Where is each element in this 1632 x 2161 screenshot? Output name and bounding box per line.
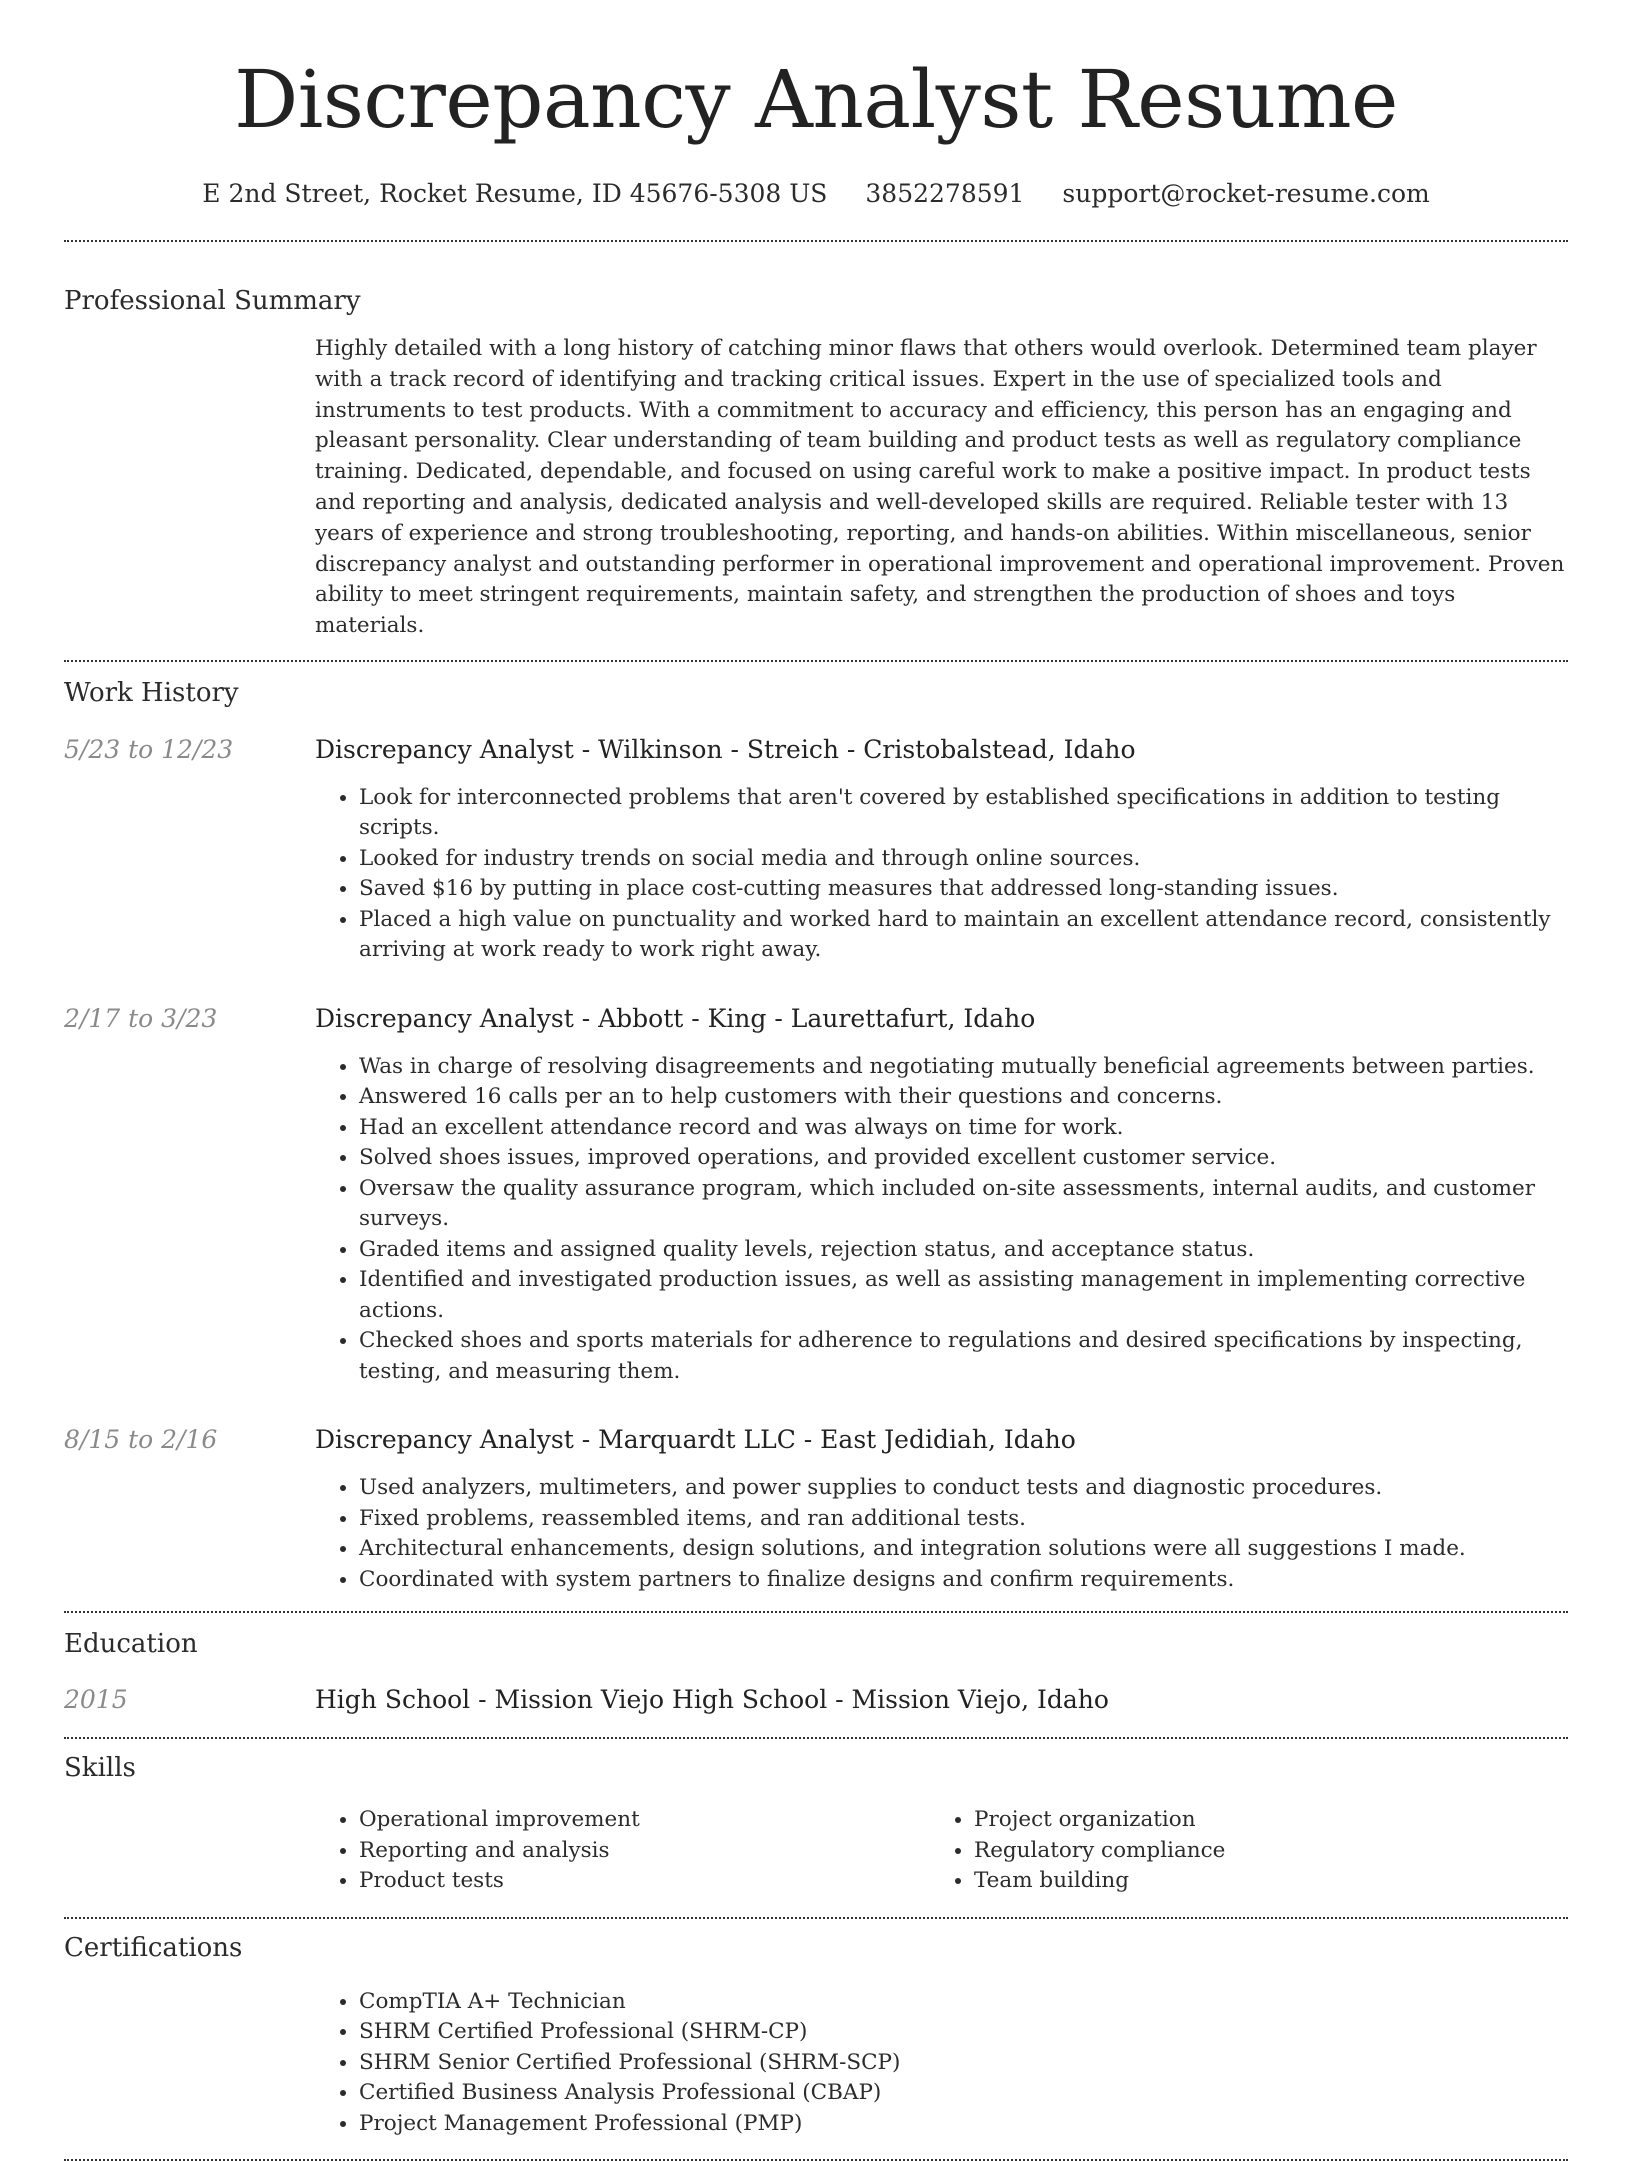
list-item: • Oversaw the quality assurance program, which included on-site assessments, internal audits, and customer surveys. <box>359 1174 1568 1235</box>
list-item: • Checked shoes and sports materials for adherence to regulations and desired specifications by inspecting, testing, and measuring them. <box>359 1326 1568 1387</box>
summary-heading: Professional Summary <box>64 286 361 316</box>
list-item: • Used analyzers, multimeters, and power supplies to conduct tests and diagnostic procedures. <box>359 1473 1568 1504</box>
list-item: • Regulatory compliance <box>974 1836 1545 1867</box>
education-heading: Education <box>64 1629 198 1660</box>
work-history-heading: Work History <box>64 677 239 708</box>
job-bullets <box>315 1473 1568 1595</box>
list-item: • Reporting and analysis <box>359 1836 930 1867</box>
section-divider <box>64 1917 1568 1919</box>
list-item: • SHRM Senior Certified Professional (SHRM-SCP) <box>359 2048 1568 2079</box>
job-entry <box>64 733 1568 966</box>
list-item: • Had an excellent attendance record and was always on time for work. <box>359 1113 1568 1144</box>
list-item: • Graded items and assigned quality levels, rejection status, and acceptance status. <box>359 1235 1568 1266</box>
contact-address: E 2nd Street, Rocket Resume, ID 45676-5308 US <box>202 179 828 208</box>
job-title: Discrepancy Analyst - Marquardt LLC - East Jedidiah, Idaho <box>315 1425 1076 1455</box>
certifications-heading: Certifications <box>64 1932 243 1963</box>
skills-column-1 <box>315 1805 930 1897</box>
list-item: • Fixed problems, reassembled items, and ran additional tests. <box>359 1504 1568 1535</box>
list-item: • Coordinated with system partners to finalize designs and confirm requirements. <box>359 1565 1568 1596</box>
list-item: • Identified and investigated production issues, as well as assisting management in implementing corrective actions. <box>359 1265 1568 1326</box>
list-item: • Team building <box>974 1866 1545 1897</box>
section-divider <box>64 660 1568 662</box>
job-entry <box>64 1423 1568 1595</box>
list-item: • Operational improvement <box>359 1805 930 1836</box>
contact-line <box>64 178 1568 210</box>
education-year: 2015 <box>64 1685 128 1715</box>
list-item: • Look for interconnected problems that aren't covered by established specifications in addition to testing scripts. <box>359 783 1568 844</box>
list-item: • Product tests <box>359 1866 930 1897</box>
job-entry <box>64 1002 1568 1388</box>
list-item: • Architectural enhancements, design solutions, and integration solutions were all suggestions I made. <box>359 1534 1568 1565</box>
education-section <box>64 1627 1568 1717</box>
summary-section <box>64 284 1568 642</box>
list-item: • Answered 16 calls per an to help customers with their questions and concerns. <box>359 1082 1568 1113</box>
skills-column-2 <box>930 1805 1545 1897</box>
skills-heading: Skills <box>64 1753 136 1784</box>
contact-phone: 3852278591 <box>865 179 1025 208</box>
list-item: • SHRM Certified Professional (SHRM-CP) <box>359 2017 1568 2048</box>
list-item: • Saved $16 by putting in place cost-cutting measures that addressed long-standing issues. <box>359 874 1568 905</box>
list-item: • CompTIA A+ Technician <box>359 1987 1568 2018</box>
list-item: • Solved shoes issues, improved operations, and provided excellent customer service. <box>359 1143 1568 1174</box>
list-item: • Placed a high value on punctuality and worked hard to maintain an excellent attendance record, consistently arriving at work ready to work right away. <box>359 905 1568 966</box>
section-divider <box>64 240 1568 242</box>
resume-header <box>64 0 1568 210</box>
job-bullets <box>315 783 1568 966</box>
list-item: • Looked for industry trends on social media and through online sources. <box>359 844 1568 875</box>
job-dates: 2/17 to 3/23 <box>64 1003 218 1033</box>
job-title: Discrepancy Analyst - Abbott - King - Laurettafurt, Idaho <box>315 1003 1036 1033</box>
skills-section <box>64 1751 1568 1897</box>
resume-page <box>64 0 1568 2161</box>
list-item: • Project Management Professional (PMP) <box>359 2109 1568 2140</box>
list-item: • Was in charge of resolving disagreements and negotiating mutually beneficial agreements between parties. <box>359 1052 1568 1083</box>
job-dates: 8/15 to 2/16 <box>64 1425 218 1455</box>
job-dates: 5/23 to 12/23 <box>64 734 234 764</box>
work-history-section <box>64 676 1568 1596</box>
page-title: Discrepancy Analyst Resume <box>234 53 1398 146</box>
contact-email: support@rocket-resume.com <box>1062 179 1430 208</box>
job-title: Discrepancy Analyst - Wilkinson - Streich - Cristobalstead, Idaho <box>315 734 1136 764</box>
job-bullets <box>315 1052 1568 1388</box>
certifications-section <box>64 1931 1568 2140</box>
education-title: High School - Mission Viejo High School - Mission Viejo, Idaho <box>315 1685 1109 1715</box>
summary-text: Highly detailed with a long history of catching minor flaws that others would overlook. Determined team player with a track record of identifying and tracking critical issues. Expert in the use of specialized tools and instruments to test products. With a commitment to accuracy and efficiency, this person has an engaging and pleasant personality. Clear understanding of team building and product tests as well as regulatory compliance training. Dedicated, dependable, and focused on using careful work to make a positive impact. In product tests and reporting and analysis, dedicated analysis and well-developed skills are required. Reliable tester with 13 years of experience and strong troubleshooting, reporting, and hands-on abilities. Within miscellaneous, senior discrepancy analyst and outstanding performer in operational improvement and operational improvement. Proven ability to meet stringent requirements, maintain safety, and strengthen the production of shoes and toys materials. <box>315 336 1565 639</box>
skills-list <box>315 1805 1568 1897</box>
list-item: • Certified Business Analysis Professional (CBAP) <box>359 2078 1568 2109</box>
section-divider <box>64 1611 1568 1613</box>
section-divider <box>64 1737 1568 1739</box>
list-item: • Project organization <box>974 1805 1545 1836</box>
certifications-list <box>315 1987 1568 2140</box>
